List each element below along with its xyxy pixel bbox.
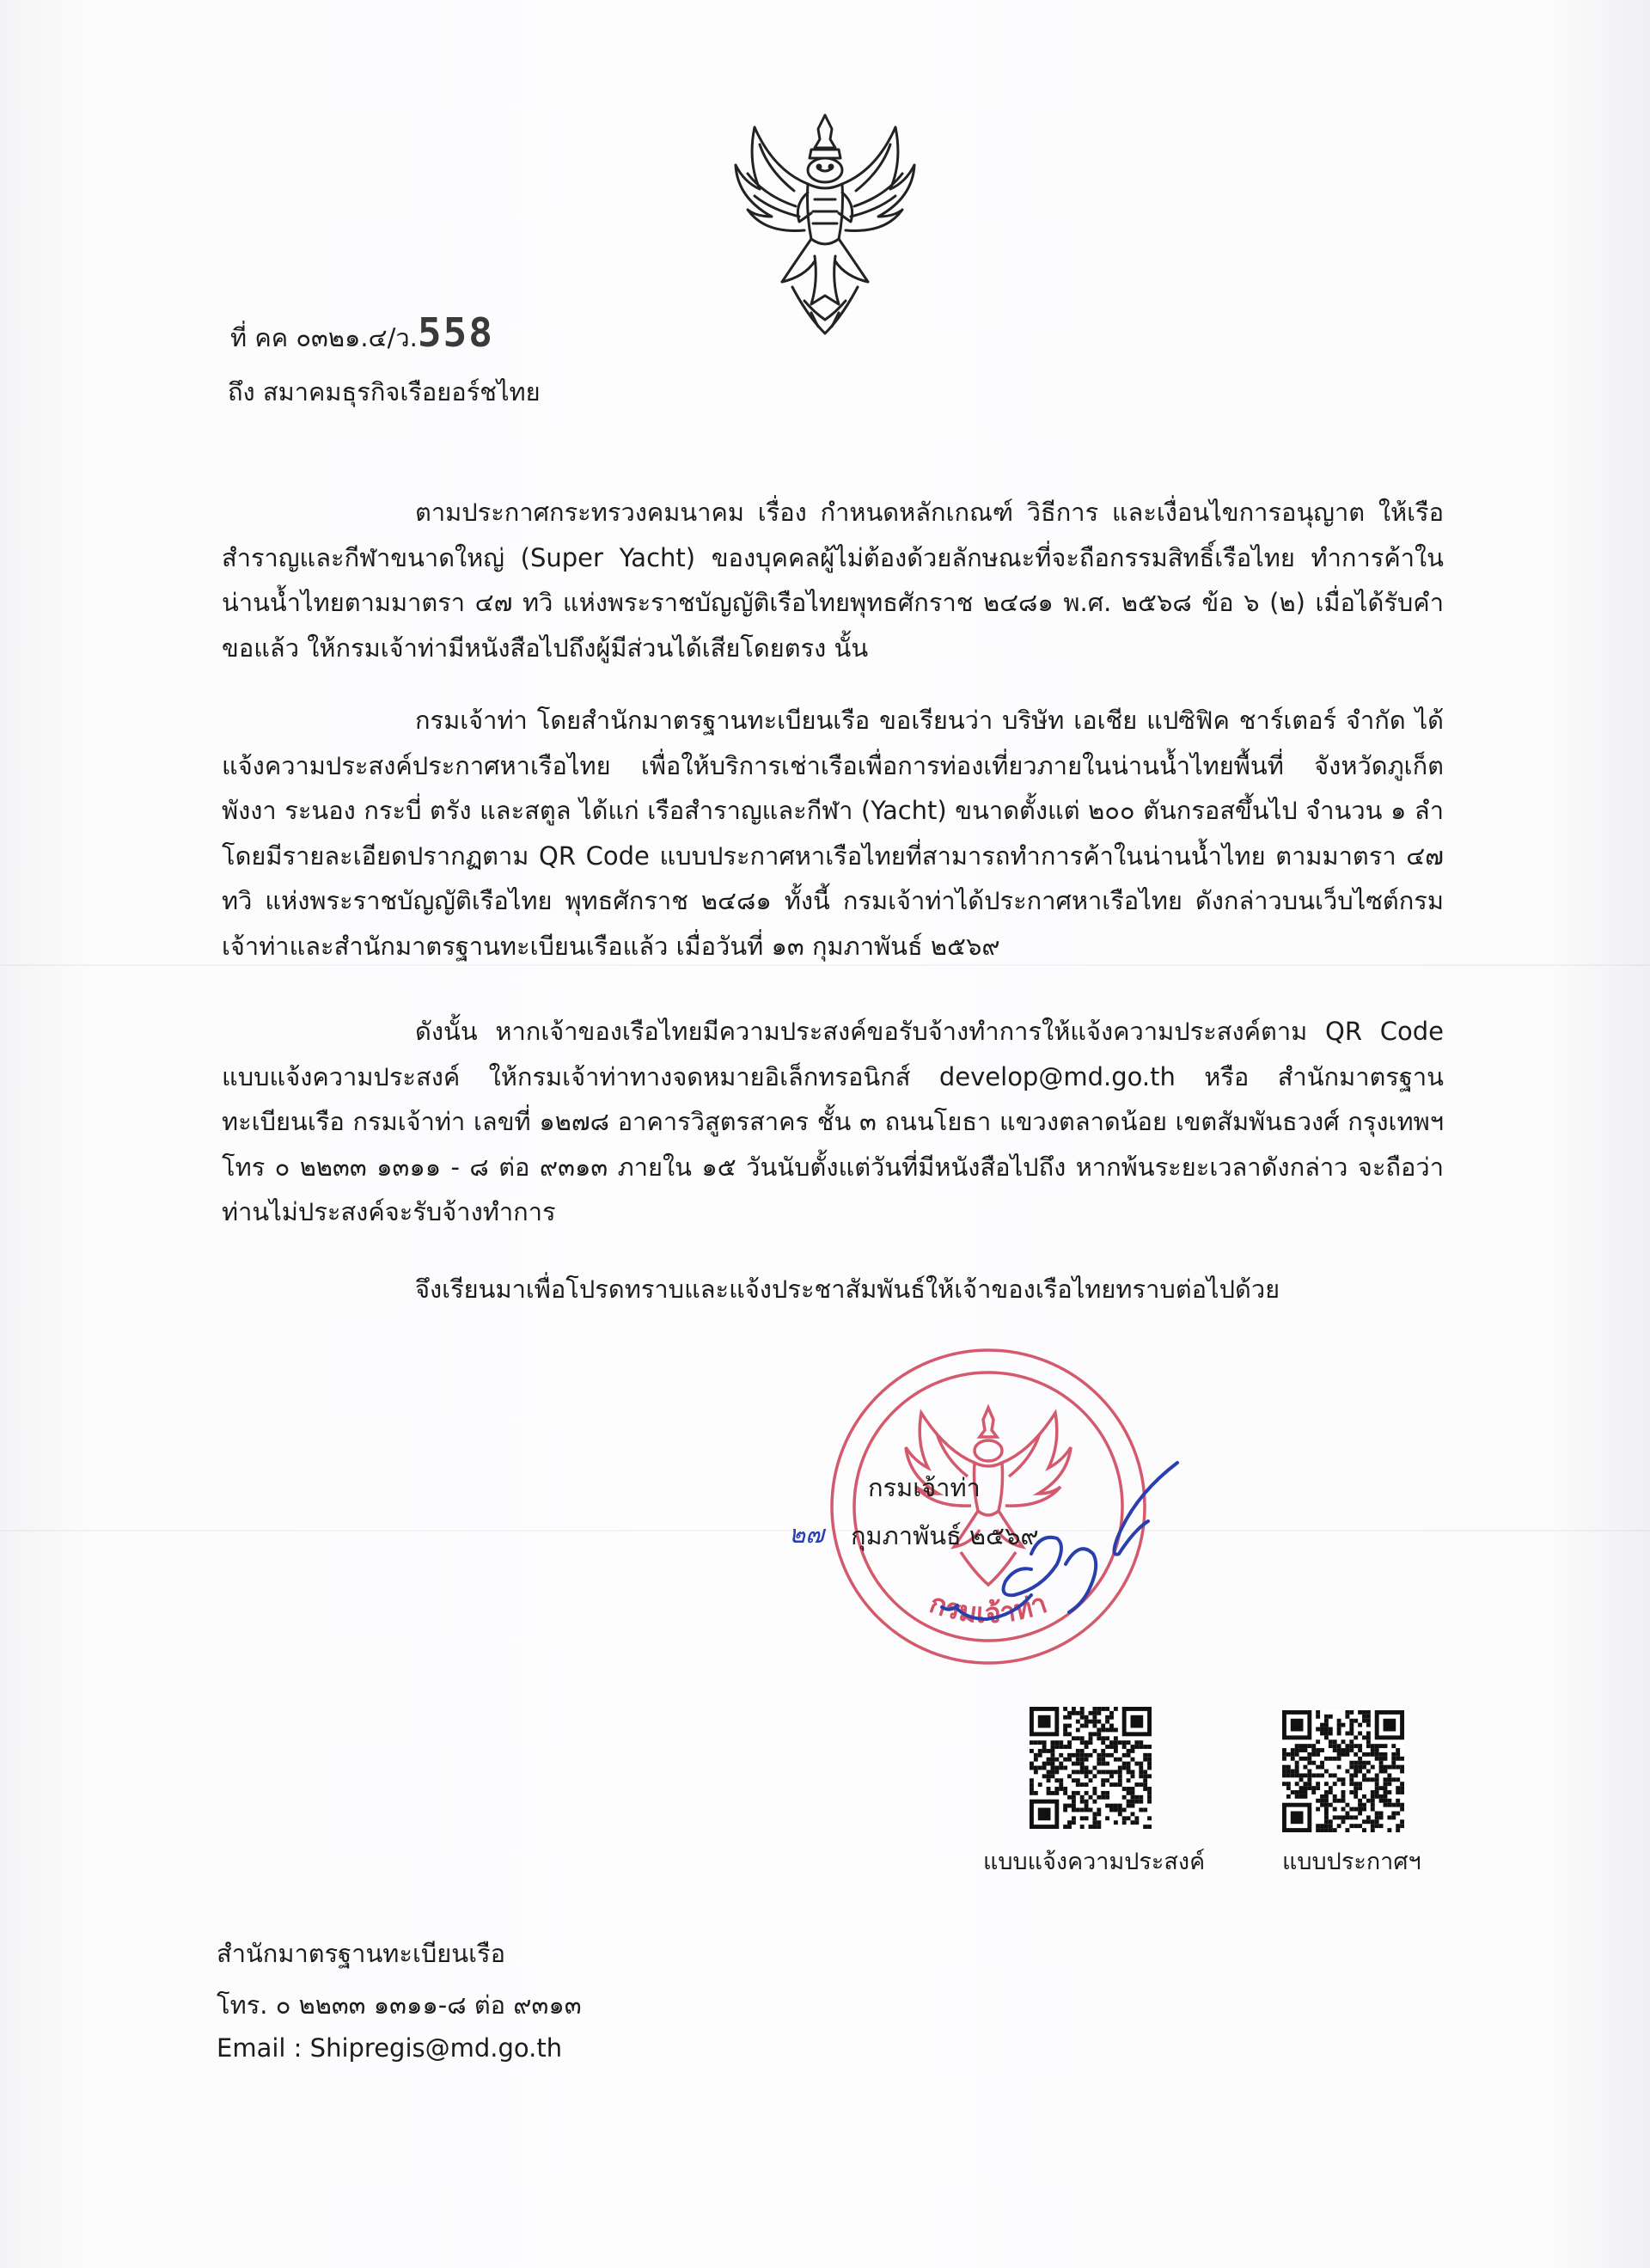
body-paragraph-3 (222, 1009, 1444, 1235)
body-paragraph-2 (222, 698, 1444, 969)
reference-prefix: ที่ คค ๐๓๒๑.๔/ว. (230, 323, 418, 352)
footer-office: สำนักมาตรฐานทะเบียนเรือ (217, 1939, 506, 1968)
garuda-emblem-icon (722, 110, 928, 344)
body-paragraph-1 (222, 490, 1444, 670)
reference-number: 558 (417, 309, 494, 356)
signature-date-month-year: กุมภาพันธ์ ๒๕๖๙ (851, 1521, 1039, 1550)
body-paragraph-1-text: ตามประกาศกระทรวงคมนาคม เรื่อง กำหนดหลักเกณฑ์ วิธีการ และเงื่อนไขการอนุญาต ให้เรือสำราญและกีฬาขนาดใหญ่ (Super Yacht) ของบุคคลผู้ไม่ต้องด้วยลักษณะที่จะถือกรรมสิทธิ์เรือไทย ทำการค้าในน่านน้ำไทยตามมาตรา ๔๗ ทวิ แห่งพระราชบัญญัติเรือไทยพุทธศักราช ๒๔๘๑ พ.ศ. ๒๕๖๘ ข้อ ๖ (๒) เมื่อได้รับคำขอแล้ว ให้กรมเจ้าท่ามีหนังสือไปถึงผู้มีส่วนได้เสียโดยตรง นั้น (222, 498, 1444, 663)
footer-phone: โทร. ๐ ๒๒๓๓ ๑๓๑๑-๘ ต่อ ๙๓๑๓ (217, 1990, 582, 2020)
qr-code-intent-form[interactable] (1030, 1707, 1152, 1829)
body-paragraph-2-text: กรมเจ้าท่า โดยสำนักมาตรฐานทะเบียนเรือ ขอเรียนว่า บริษัท เอเชีย แปซิฟิค ชาร์เตอร์ จำกัด ได้แจ้งความประสงค์ประกาศหาเรือไทย เพื่อให้บริการเช่าเรือเพื่อการท่องเที่ยวภายในน่านน้ำไทยพื้นที่ จังหวัดภูเก็ต พังงา ระนอง กระบี่ ตรัง และสตูล ได้แก่ เรือสำราญและกีฬา (Yacht) ขนาดตั้งแต่ ๒๐๐ ตันกรอสขึ้นไป จำนวน ๑ ลำ โดยมีรายละเอียดปรากฏตาม QR Code แบบประกาศหาเรือไทยที่สามารถทำการค้าในน่านน้ำไทย ตามมาตรา ๔๗ ทวิ แห่งพระราชบัญญัติเรือไทย พุทธศักราช ๒๔๘๑ ทั้งนี้ กรมเจ้าท่าได้ประกาศหาเรือไทย ดังกล่าวบนเว็บไซต์กรมเจ้าท่าและสำนักมาตรฐานทะเบียนเรือแล้ว เมื่อวันที่ ๑๓ กุมภาพันธ์ ๒๕๖๙ (222, 706, 1444, 961)
body-paragraph-4 (222, 1267, 1444, 1312)
footer-email: Email : Shipregis@md.go.th (217, 2033, 563, 2063)
body-paragraph-3-text: ดังนั้น หากเจ้าของเรือไทยมีความประสงค์ขอรับจ้างทำการให้แจ้งความประสงค์ตาม QR Code แบบแจ้งความประสงค์ ให้กรมเจ้าท่าทางจดหมายอิเล็กทรอนิกส์ develop@md.go.th หรือ สำนักมาตรฐานทะเบียนเรือ กรมเจ้าท่า เลขที่ ๑๒๗๘ อาคารวิสูตรสาคร ชั้น ๓ ถนนโยธา แขวงตลาดน้อย เขตสัมพันธวงศ์ กรุงเทพฯ โทร ๐ ๒๒๓๓ ๑๓๑๑ - ๘ ต่อ ๙๓๑๓ ภายใน ๑๕ วันนับตั้งแต่วันที่มีหนังสือไปถึง หากพ้นระยะเวลาดังกล่าว จะถือว่าท่านไม่ประสงค์จะรับจ้างทำการ (222, 1017, 1444, 1226)
reference-line (230, 309, 494, 356)
addressee: ถึง สมาคมธุรกิจเรือยอร์ชไทย (228, 377, 541, 407)
body-paragraph-4-text: จึงเรียนมาเพื่อโปรดทราบและแจ้งประชาสัมพันธ์ให้เจ้าของเรือไทยทราบต่อไปด้วย (415, 1275, 1280, 1304)
signature-agency: กรมเจ้าท่า (868, 1473, 981, 1502)
qr-caption-intent-form: แบบแจ้งความประสงค์ (983, 1849, 1206, 1875)
qr-caption-announcement-form: แบบประกาศฯ (1282, 1849, 1421, 1875)
qr-code-announcement-form[interactable] (1282, 1710, 1404, 1832)
handwritten-signature (773, 1444, 1203, 1633)
stamp-text: กรมเจ้าท่า (925, 1586, 1052, 1630)
signature-date-day: ๒๗ (789, 1519, 824, 1549)
